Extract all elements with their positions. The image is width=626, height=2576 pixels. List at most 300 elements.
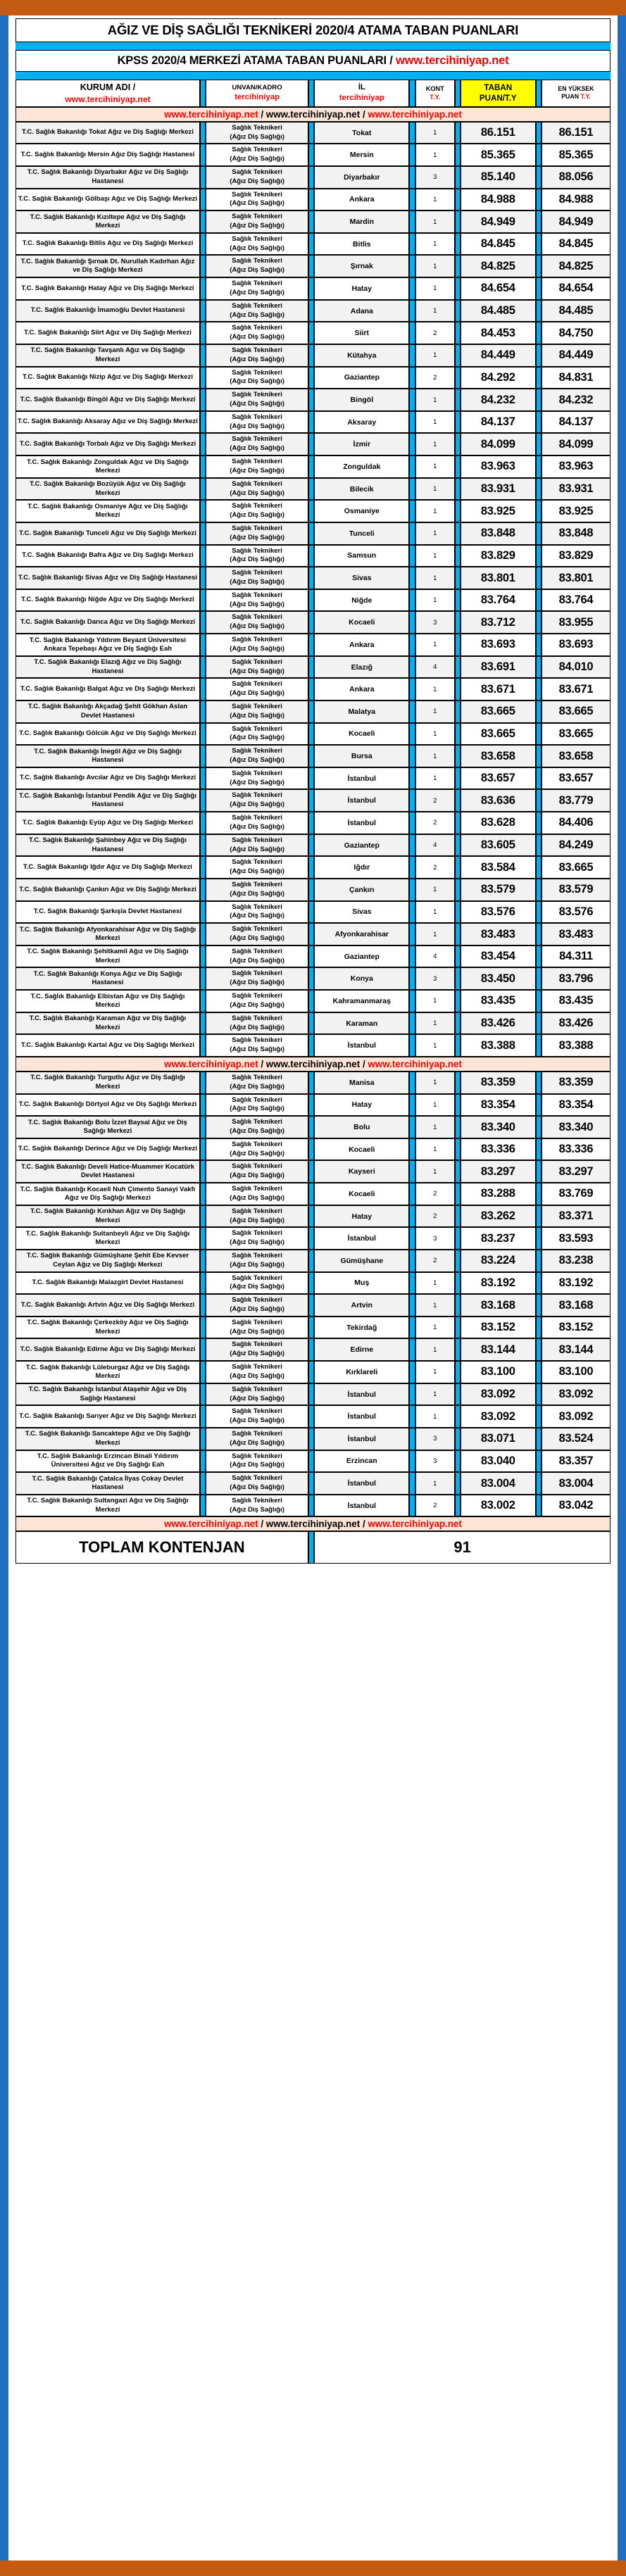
table-row xyxy=(15,1034,611,1057)
row-separator-3 xyxy=(409,1205,415,1228)
cell-il: Tunceli xyxy=(314,522,409,545)
row-separator-1 xyxy=(200,233,206,256)
subtitle-site-link[interactable]: www.tercihiniyap.net xyxy=(395,54,509,67)
row-separator-3 xyxy=(409,1294,415,1317)
cell-kurum-adi: T.C. Sağlık Bakanlığı Sancaktepe Ağız ve Diş Sağlığı Merkezi xyxy=(15,1428,200,1450)
row-separator-2 xyxy=(308,166,314,189)
table-row xyxy=(15,1227,611,1250)
unvan-line-2: (Ağız Diş Sağlığı) xyxy=(230,1305,284,1314)
column-separator-3 xyxy=(409,80,415,107)
col-header-enyuksek-label: EN YÜKSEK xyxy=(558,84,594,92)
cell-unvan-kadro xyxy=(206,411,308,434)
cell-kurum-adi xyxy=(15,1183,200,1205)
cell-unvan-kadro xyxy=(206,767,308,790)
cell-taban-puan: 83.657 xyxy=(461,767,535,790)
table-row xyxy=(15,367,611,389)
cell-unvan-kadro xyxy=(206,300,308,322)
cell-kontenjan: 1 xyxy=(415,545,455,567)
row-separator-1 xyxy=(200,1250,206,1272)
cell-en-yuksek-puan: 84.232 xyxy=(542,389,611,411)
row-separator-3 xyxy=(409,901,415,924)
table-row xyxy=(15,634,611,656)
unvan-line-1: Sağlık Teknikeri xyxy=(232,1036,282,1045)
row-separator-1 xyxy=(200,1338,206,1361)
cell-unvan-kadro xyxy=(206,1272,308,1295)
row-separator-5 xyxy=(536,700,542,723)
unvan-line-2: (Ağız Diş Sağlığı) xyxy=(230,355,284,363)
row-separator-4 xyxy=(455,589,461,612)
row-separator-4 xyxy=(455,901,461,924)
cell-taban-puan: 83.288 xyxy=(461,1183,535,1205)
promo-divider-2: / xyxy=(360,1058,368,1069)
row-separator-3 xyxy=(409,634,415,656)
cell-taban-puan: 83.004 xyxy=(461,1472,535,1495)
row-separator-3 xyxy=(409,1012,415,1035)
promo-ad-row xyxy=(15,1057,611,1072)
row-separator-1 xyxy=(200,500,206,522)
col-header-kont-label: KONT xyxy=(425,85,444,93)
cell-kurum-adi: T.C. Sağlık Bakanlığı Çatalca İlyas Çokay Devlet Hastanesi xyxy=(15,1472,200,1495)
row-separator-4 xyxy=(455,1012,461,1035)
table-row xyxy=(15,1012,611,1035)
cell-kurum-adi xyxy=(15,634,200,656)
row-separator-1 xyxy=(200,277,206,300)
unvan-line-1: Sağlık Teknikeri xyxy=(232,791,282,800)
cell-kontenjan: 3 xyxy=(415,611,455,634)
unvan-line-1: Sağlık Teknikeri xyxy=(232,1318,282,1326)
table-row xyxy=(15,967,611,990)
row-separator-4 xyxy=(455,1160,461,1183)
unvan-line-1: Sağlık Teknikeri xyxy=(232,279,282,288)
cell-unvan-kadro xyxy=(206,433,308,455)
unvan-line-1: Sağlık Teknikeri xyxy=(232,1162,282,1171)
row-separator-5 xyxy=(536,567,542,589)
unvan-line-1: Sağlık Teknikeri xyxy=(232,346,282,354)
unvan-line-1: Sağlık Teknikeri xyxy=(232,1385,282,1393)
row-separator-1 xyxy=(200,433,206,455)
promo-link-2[interactable]: www.tercihiniyap.net xyxy=(265,108,361,120)
row-separator-1 xyxy=(200,1034,206,1057)
cell-taban-puan: 83.262 xyxy=(461,1205,535,1228)
unvan-line-2: (Ağız Diş Sağlığı) xyxy=(230,845,284,853)
cell-taban-puan: 84.845 xyxy=(461,233,535,256)
cell-kurum-adi: T.C. Sağlık Bakanlığı Çerkezköy Ağız ve Diş Sağlığı Merkezi xyxy=(15,1317,200,1339)
row-separator-1 xyxy=(200,522,206,545)
promo-links[interactable] xyxy=(15,1057,611,1072)
table-row xyxy=(15,1183,611,1205)
cell-kontenjan: 2 xyxy=(415,322,455,344)
cell-unvan-kadro xyxy=(206,1338,308,1361)
row-separator-2 xyxy=(308,723,314,746)
table-row xyxy=(15,1138,611,1161)
unvan-line-2: (Ağız Diş Sağlığı) xyxy=(230,1416,284,1425)
cell-unvan-kadro xyxy=(206,233,308,256)
cell-taban-puan: 84.137 xyxy=(461,411,535,434)
cell-il: Kocaeli xyxy=(314,1183,409,1205)
cell-en-yuksek-puan: 83.426 xyxy=(542,1012,611,1035)
unvan-line-2: (Ağız Diş Sağlığı) xyxy=(230,734,284,742)
cell-kurum-adi: T.C. Sağlık Bakanlığı Avcılar Ağız ve Diş Sağlığı Merkezi xyxy=(15,767,200,790)
row-separator-1 xyxy=(200,455,206,478)
cell-unvan-kadro xyxy=(206,1428,308,1450)
cell-en-yuksek-puan: 83.796 xyxy=(542,967,611,990)
content-area xyxy=(8,15,618,2561)
cell-kontenjan: 4 xyxy=(415,945,455,968)
unvan-line-1: Sağlık Teknikeri xyxy=(232,1185,282,1193)
row-separator-2 xyxy=(308,767,314,790)
cell-en-yuksek-puan: 84.825 xyxy=(542,255,611,277)
cell-kurum-adi: T.C. Sağlık Bakanlığı Osmaniye Ağız ve Diş Sağlığı Merkezi xyxy=(15,500,200,522)
unvan-line-2: (Ağız Diş Sağlığı) xyxy=(230,1260,284,1269)
col-header-taban-puan xyxy=(461,80,535,107)
cell-kontenjan: 2 xyxy=(415,367,455,389)
unvan-line-1: Sağlık Teknikeri xyxy=(232,546,282,555)
unvan-line-1: Sağlık Teknikeri xyxy=(232,524,282,532)
cell-il: Hatay xyxy=(314,277,409,300)
cell-unvan-kadro xyxy=(206,678,308,700)
unvan-line-1: Sağlık Teknikeri xyxy=(232,680,282,689)
cell-taban-puan: 84.825 xyxy=(461,255,535,277)
cell-en-yuksek-puan: 83.657 xyxy=(542,767,611,790)
cell-en-yuksek-puan: 84.249 xyxy=(542,834,611,857)
row-separator-1 xyxy=(200,166,206,189)
title-divider-2 xyxy=(15,72,611,80)
taban-puanlari-table xyxy=(15,80,611,1531)
table-row xyxy=(15,1361,611,1383)
cell-kurum-adi: T.C. Sağlık Bakanlığı Akçadağ Şehit Gökhan Aslan Devlet Hastanesi xyxy=(15,700,200,723)
cell-kurum-adi: T.C. Sağlık Bakanlığı Torbalı Ağız ve Diş Sağlığı Merkezi xyxy=(15,433,200,455)
row-separator-1 xyxy=(200,901,206,924)
unvan-line-2: (Ağız Diş Sağlığı) xyxy=(230,1193,284,1202)
row-separator-3 xyxy=(409,812,415,834)
left-blue-rail xyxy=(0,15,8,2561)
promo-link-1[interactable]: www.tercihiniyap.net xyxy=(164,1519,258,1530)
promo-link-2[interactable]: www.tercihiniyap.net xyxy=(265,1519,361,1530)
unvan-line-1: Sağlık Teknikeri xyxy=(232,969,282,978)
cell-taban-puan: 83.764 xyxy=(461,589,535,612)
cell-il: Karaman xyxy=(314,1012,409,1035)
row-separator-5 xyxy=(536,723,542,746)
promo-links[interactable] xyxy=(15,107,611,122)
cell-en-yuksek-puan: 83.359 xyxy=(542,1072,611,1094)
row-separator-3 xyxy=(409,322,415,344)
cell-kontenjan: 1 xyxy=(415,1272,455,1295)
cell-taban-puan: 83.665 xyxy=(461,723,535,746)
cell-kontenjan: 1 xyxy=(415,1472,455,1495)
table-row xyxy=(15,166,611,189)
cell-kontenjan: 3 xyxy=(415,1450,455,1473)
unvan-line-2: (Ağız Diş Sağlığı) xyxy=(230,377,284,386)
row-separator-3 xyxy=(409,1272,415,1295)
cell-kurum-adi: T.C. Sağlık Bakanlığı Iğdır Ağız ve Diş Sağlığı Merkezi xyxy=(15,856,200,879)
promo-links[interactable] xyxy=(15,1516,611,1531)
cell-il: Sivas xyxy=(314,567,409,589)
cell-il: İstanbul xyxy=(314,1428,409,1450)
cell-kurum-adi: T.C. Sağlık Bakanlığı Zonguldak Ağız ve Diş Sağlığı Merkezi xyxy=(15,455,200,478)
col-header-il-link[interactable]: tercihiniyap xyxy=(339,94,384,103)
row-separator-1 xyxy=(200,478,206,501)
unvan-line-1: Sağlık Teknikeri xyxy=(232,1251,282,1259)
row-separator-2 xyxy=(308,634,314,656)
unvan-line-2: (Ağız Diş Sağlığı) xyxy=(230,533,284,541)
promo-link-3[interactable]: www.tercihiniyap.net xyxy=(368,108,462,120)
unvan-line-1: Sağlık Teknikeri xyxy=(232,146,282,154)
unvan-line-1: Sağlık Teknikeri xyxy=(232,925,282,934)
cell-il: İstanbul xyxy=(314,1034,409,1057)
unvan-line-2: (Ağız Diş Sağlığı) xyxy=(230,578,284,586)
cell-taban-puan: 83.224 xyxy=(461,1250,535,1272)
cell-il: Diyarbakır xyxy=(314,166,409,189)
row-separator-3 xyxy=(409,300,415,322)
table-body xyxy=(15,107,611,1532)
row-separator-2 xyxy=(308,1250,314,1272)
row-separator-3 xyxy=(409,1405,415,1428)
row-separator-3 xyxy=(409,923,415,945)
row-separator-3 xyxy=(409,567,415,589)
cell-taban-puan: 85.140 xyxy=(461,166,535,189)
cell-en-yuksek-puan: 83.168 xyxy=(542,1294,611,1317)
row-separator-1 xyxy=(200,879,206,901)
row-separator-2 xyxy=(308,567,314,589)
unvan-line-1: Sağlık Teknikeri xyxy=(232,257,282,265)
row-separator-5 xyxy=(536,1183,542,1205)
row-separator-1 xyxy=(200,567,206,589)
row-separator-4 xyxy=(455,1338,461,1361)
row-separator-5 xyxy=(536,389,542,411)
title-divider-1 xyxy=(15,42,611,50)
unvan-line-2: (Ağız Diş Sağlığı) xyxy=(230,1082,284,1091)
row-separator-5 xyxy=(536,1317,542,1339)
row-separator-2 xyxy=(308,277,314,300)
cell-kurum-adi: T.C. Sağlık Bakanlığı İstanbul Ataşehir Ağız ve Diş Sağlığı Hastanesi xyxy=(15,1383,200,1406)
row-separator-5 xyxy=(536,1138,542,1161)
row-separator-4 xyxy=(455,834,461,857)
cell-unvan-kadro xyxy=(206,367,308,389)
cell-unvan-kadro xyxy=(206,344,308,367)
total-separator xyxy=(308,1531,314,1564)
row-separator-4 xyxy=(455,166,461,189)
row-separator-5 xyxy=(536,1450,542,1473)
unvan-line-1: Sağlık Teknikeri xyxy=(232,947,282,955)
row-separator-3 xyxy=(409,233,415,256)
cell-unvan-kadro xyxy=(206,255,308,277)
cell-unvan-kadro xyxy=(206,211,308,233)
cell-taban-puan: 84.485 xyxy=(461,300,535,322)
row-separator-5 xyxy=(536,1227,542,1250)
cell-en-yuksek-puan: 83.483 xyxy=(542,923,611,945)
row-separator-1 xyxy=(200,789,206,812)
cell-taban-puan: 84.949 xyxy=(461,211,535,233)
row-separator-2 xyxy=(308,1472,314,1495)
promo-link-1[interactable]: www.tercihiniyap.net xyxy=(164,1058,258,1069)
row-separator-2 xyxy=(308,856,314,879)
row-separator-1 xyxy=(200,1428,206,1450)
table-row xyxy=(15,723,611,746)
cell-il: Ankara xyxy=(314,189,409,211)
promo-link-2[interactable]: www.tercihiniyap.net xyxy=(265,1058,361,1069)
unvan-line-1: Sağlık Teknikeri xyxy=(232,747,282,755)
row-separator-1 xyxy=(200,389,206,411)
table-row xyxy=(15,589,611,612)
promo-divider-1: / xyxy=(258,108,266,120)
row-separator-1 xyxy=(200,300,206,322)
promo-ad-row xyxy=(15,107,611,122)
cell-taban-puan: 83.002 xyxy=(461,1495,535,1517)
cell-kontenjan: 1 xyxy=(415,678,455,700)
row-separator-3 xyxy=(409,879,415,901)
cell-kurum-adi: T.C. Sağlık Bakanlığı Tavşanlı Ağız ve Diş Sağlığı Merkezi xyxy=(15,344,200,367)
table-row xyxy=(15,1472,611,1495)
cell-il: Iğdır xyxy=(314,856,409,879)
cell-kurum-adi: T.C. Sağlık Bakanlığı Nizip Ağız ve Diş Sağlığı Merkezi xyxy=(15,367,200,389)
table-row xyxy=(15,1205,611,1228)
cell-kurum-adi: T.C. Sağlık Bakanlığı Malazgirt Devlet Hastanesi xyxy=(15,1272,200,1295)
cell-en-yuksek-puan: 83.579 xyxy=(542,879,611,901)
cell-il: İstanbul xyxy=(314,767,409,790)
cell-unvan-kadro xyxy=(206,478,308,501)
table-row xyxy=(15,233,611,256)
table-row xyxy=(15,1338,611,1361)
unvan-line-2: (Ağız Diş Sağlığı) xyxy=(230,622,284,631)
cell-kontenjan: 1 xyxy=(415,1012,455,1035)
cell-il: Gaziantep xyxy=(314,367,409,389)
cell-en-yuksek-puan: 83.192 xyxy=(542,1272,611,1295)
cell-unvan-kadro xyxy=(206,1012,308,1035)
unvan-line-2: (Ağız Diş Sağlığı) xyxy=(230,1283,284,1291)
cell-taban-puan: 83.925 xyxy=(461,500,535,522)
cell-il: Muş xyxy=(314,1272,409,1295)
row-separator-3 xyxy=(409,789,415,812)
cell-il: Gümüşhane xyxy=(314,1250,409,1272)
table-row xyxy=(15,656,611,679)
cell-kurum-adi: T.C. Sağlık Bakanlığı Sivas Ağız ve Diş Sağlığı Hastanesi xyxy=(15,567,200,589)
unvan-line-1: Sağlık Teknikeri xyxy=(232,1429,282,1438)
cell-en-yuksek-puan: 83.152 xyxy=(542,1317,611,1339)
cell-en-yuksek-puan: 83.769 xyxy=(542,1183,611,1205)
unvan-line-1: Sağlık Teknikeri xyxy=(232,1140,282,1148)
row-separator-4 xyxy=(455,545,461,567)
row-separator-3 xyxy=(409,211,415,233)
cell-en-yuksek-puan: 83.925 xyxy=(542,500,611,522)
cell-en-yuksek-puan: 84.831 xyxy=(542,367,611,389)
row-separator-5 xyxy=(536,767,542,790)
row-separator-4 xyxy=(455,923,461,945)
unvan-line-1: Sağlık Teknikeri xyxy=(232,234,282,243)
cell-en-yuksek-puan: 83.801 xyxy=(542,567,611,589)
cell-taban-puan: 83.628 xyxy=(461,812,535,834)
row-separator-3 xyxy=(409,1138,415,1161)
row-separator-5 xyxy=(536,500,542,522)
row-separator-4 xyxy=(455,967,461,990)
cell-kontenjan: 1 xyxy=(415,1160,455,1183)
row-separator-2 xyxy=(308,1034,314,1057)
cell-en-yuksek-puan: 83.042 xyxy=(542,1495,611,1517)
unvan-line-1: Sağlık Teknikeri xyxy=(232,324,282,332)
row-separator-1 xyxy=(200,344,206,367)
table-row xyxy=(15,500,611,522)
unvan-line-2: (Ağız Diş Sağlığı) xyxy=(230,1023,284,1031)
cell-en-yuksek-puan: 83.931 xyxy=(542,478,611,501)
unvan-line-2: (Ağız Diş Sağlığı) xyxy=(230,266,284,275)
cell-kurum-adi: T.C. Sağlık Bakanlığı Sultanbeyli Ağız ve Diş Sağlığı Merkezi xyxy=(15,1227,200,1250)
cell-il: Çankırı xyxy=(314,879,409,901)
cell-en-yuksek-puan: 84.949 xyxy=(542,211,611,233)
cell-kontenjan: 1 xyxy=(415,723,455,746)
row-separator-5 xyxy=(536,189,542,211)
row-separator-1 xyxy=(200,1450,206,1473)
unvan-line-2: (Ağız Diş Sağlığı) xyxy=(230,244,284,252)
table-row xyxy=(15,211,611,233)
promo-link-3[interactable]: www.tercihiniyap.net xyxy=(368,1058,462,1069)
cell-kurum-adi: T.C. Sağlık Bakanlığı Hatay Ağız ve Diş Sağlığı Merkezi xyxy=(15,277,200,300)
cell-kurum-adi: T.C. Sağlık Bakanlığı Dörtyol Ağız ve Diş Sağlığı Merkezi xyxy=(15,1094,200,1117)
row-separator-3 xyxy=(409,611,415,634)
cell-taban-puan: 83.237 xyxy=(461,1227,535,1250)
row-separator-1 xyxy=(200,967,206,990)
cell-en-yuksek-puan: 83.848 xyxy=(542,522,611,545)
cell-en-yuksek-puan: 83.693 xyxy=(542,634,611,656)
unvan-line-2: (Ağız Diş Sağlığı) xyxy=(230,177,284,185)
cell-kurum-adi: T.C. Sağlık Bakanlığı Bozüyük Ağız ve Diş Sağlığı Merkezi xyxy=(15,478,200,501)
cell-il: Kütahya xyxy=(314,344,409,367)
cell-taban-puan: 84.654 xyxy=(461,277,535,300)
unvan-line-1: Sağlık Teknikeri xyxy=(232,502,282,510)
cell-en-yuksek-puan: 83.665 xyxy=(542,700,611,723)
cell-il: Kırklareli xyxy=(314,1361,409,1383)
cell-taban-puan: 83.665 xyxy=(461,700,535,723)
col-header-unvan-link[interactable]: tercihiniyap xyxy=(234,93,280,102)
row-separator-2 xyxy=(308,1383,314,1406)
row-separator-4 xyxy=(455,478,461,501)
toplam-kontenjan-table xyxy=(15,1531,611,1564)
cell-kontenjan: 1 xyxy=(415,1294,455,1317)
row-separator-5 xyxy=(536,144,542,166)
cell-unvan-kadro xyxy=(206,812,308,834)
cell-kurum-adi: T.C. Sağlık Bakanlığı Lüleburgaz Ağız ve Diş Sağlığı Merkezi xyxy=(15,1361,200,1383)
row-separator-5 xyxy=(536,478,542,501)
row-separator-3 xyxy=(409,367,415,389)
unvan-line-1: Sağlık Teknikeri xyxy=(232,1474,282,1483)
table-header-row xyxy=(15,80,611,107)
cell-il: Afyonkarahisar xyxy=(314,923,409,945)
row-separator-4 xyxy=(455,277,461,300)
table-row xyxy=(15,1428,611,1450)
cell-kontenjan: 1 xyxy=(415,255,455,277)
cell-unvan-kadro xyxy=(206,723,308,746)
promo-link-3[interactable]: www.tercihiniyap.net xyxy=(368,1519,462,1530)
unvan-line-1: Sağlık Teknikeri xyxy=(232,458,282,466)
row-separator-3 xyxy=(409,990,415,1012)
promo-link-1[interactable]: www.tercihiniyap.net xyxy=(164,108,258,120)
row-separator-4 xyxy=(455,322,461,344)
row-separator-1 xyxy=(200,1272,206,1295)
row-separator-4 xyxy=(455,1294,461,1317)
row-separator-5 xyxy=(536,923,542,945)
row-separator-5 xyxy=(536,344,542,367)
cell-kurum-adi: T.C. Sağlık Bakanlığı Sultangazi Ağız ve Diş Sağlığı Merkezi xyxy=(15,1495,200,1517)
unvan-line-2: (Ağız Diş Sağlığı) xyxy=(230,934,284,943)
cell-kontenjan: 2 xyxy=(415,1205,455,1228)
cell-kontenjan: 1 xyxy=(415,901,455,924)
unvan-line-1: Sağlık Teknikeri xyxy=(232,880,282,888)
row-separator-4 xyxy=(455,656,461,679)
row-separator-1 xyxy=(200,1495,206,1517)
row-separator-5 xyxy=(536,634,542,656)
row-separator-1 xyxy=(200,1012,206,1035)
cell-taban-puan: 83.658 xyxy=(461,745,535,767)
col-header-kurum-link[interactable]: www.tercihiniyap.net xyxy=(65,94,151,104)
row-separator-2 xyxy=(308,967,314,990)
